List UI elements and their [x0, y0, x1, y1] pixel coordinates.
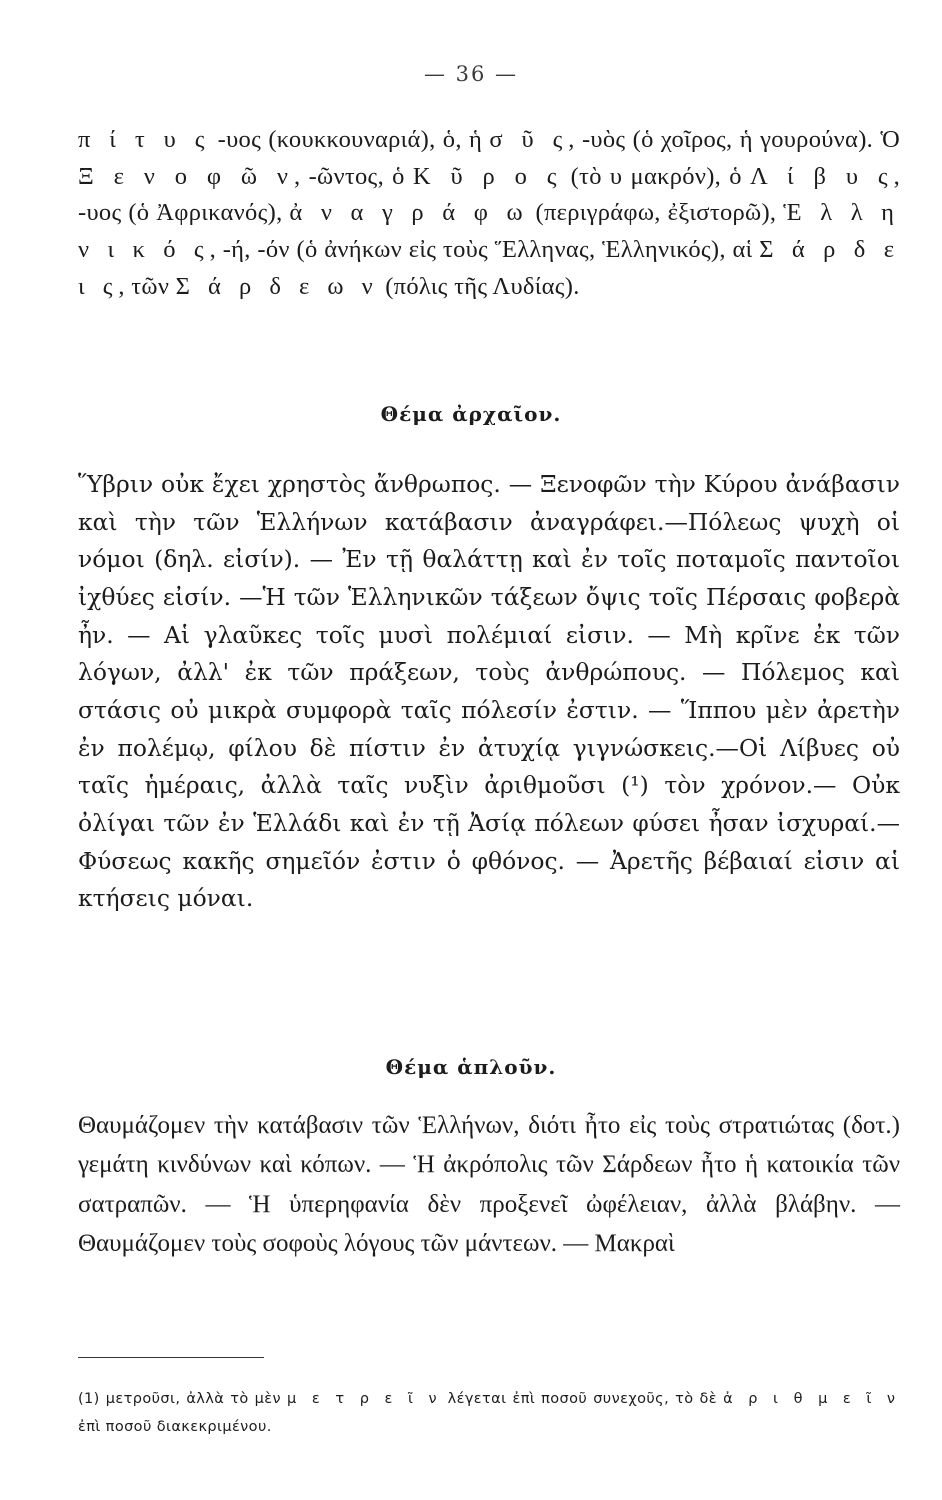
vocab-term-pitys: π ί τ υ ς — [78, 126, 211, 153]
vocab-text: -υος (κουκκουναριά), ὁ, ἡ — [210, 126, 490, 153]
footnote-spaced-word: ἀ ρ ι θ μ ε ῖ ν — [723, 1391, 900, 1407]
vocab-text: , -υὸς (ὁ χοῖρος, ἡ γουρούνα). Ὁ — [568, 126, 900, 153]
section-heading-ancient-theme: Θέμα ἀρχαῖον. — [380, 402, 562, 426]
footnote-text: μετροῦσι, ἀλλὰ τὸ μὲν — [99, 1391, 288, 1407]
vocab-text: , -υος (ὁ Ἀφρικανός), — [78, 162, 900, 227]
vocab-text: (τὸ υ μακρόν), ὁ — [562, 162, 751, 190]
vocab-term-sys: σ ῦ ς — [489, 126, 569, 153]
ancient-theme-paragraph: Ὕβριν οὐκ ἔχει χρηστὸς ἄνθρωπος. — Ξενοφῶν τὴν Κύρου ἀνάβασιν καὶ τὴν τῶν Ἑλλήνων κατάβασιν ἀναγράφει.—Πόλεως ψυχὴ οἱ νόμοι (δηλ. εἰσίν). — Ἐν τῇ θαλάττῃ καὶ ἐν τοῖς ποταμοῖς παντοῖοι ἰχθύες εἰσίν. —Ἡ τῶν Ἑλληνικῶν τάξεων ὄψις τοῖς Πέρσαις φοβερὰ ἦν. — Αἱ γλαῦκες τοῖς μυσὶ πολέμιαί εἰσιν. — Μὴ κρῖνε ἐκ τῶν λόγων, ἀλλ' ἐκ τῶν πράξεων, τοὺς ἀνθρώπους. — Πόλεμος καὶ στάσις οὐ μικρὰ συμφορὰ ταῖς πόλεσίν ἐστιν. — Ἵππου μὲν ἀρετὴν ἐν πολέμῳ, φίλου δὲ πίστιν ἐν ἀτυχίᾳ γιγνώσκεις.—Οἱ Λίβυες οὐ ταῖς ἡμέραις, ἀλλὰ ταῖς νυξὶν ἀριθμοῦσι (¹) τὸν χρόνον.— Οὐκ ὀλίγαι τῶν ἐν Ἑλλάδι καὶ ἐν τῇ Ἀσίᾳ πόλεων φύσει ἦσαν ἰσχυραί.— Φύσεως κακῆς σημεῖόν ἐστιν ὁ φθόνος. — Ἀρετῆς βέβαιαί εἰσιν αἱ κτήσεις μόναι. — [78, 470, 900, 913]
footnote-text: ἐπὶ ποσοῦ διακεκριμένου. — [78, 1419, 272, 1435]
vocab-text: , τῶν — [118, 272, 176, 300]
vocab-term-anagrapho: ἀ ν α γ ρ ά φ ω — [289, 199, 529, 227]
footnote — [78, 1385, 900, 1441]
footnote-text: λέγεται ἐπὶ ποσοῦ συνεχοῦς, τὸ δὲ — [441, 1391, 724, 1407]
page-number: — 36 — — [423, 62, 519, 86]
footnote-spaced-word: μ ε τ ρ ε ῖ ν — [287, 1391, 442, 1407]
vocab-term-sardeon: Σ ά ρ δ ε ω ν — [175, 272, 379, 300]
vocab-term-sardeis: Σ ά ρ δ ε ι ς — [78, 236, 901, 300]
vocabulary-paragraph — [78, 122, 900, 306]
vocab-text: , -ῶντος, ὁ — [294, 162, 413, 190]
simple-theme-paragraph: Θαυμάζομεν τὴν κατάβασιν τῶν Ἑλλήνων, διότι ἦτο εἰς τοὺς στρατιώτας (δοτ.) γεμάτη κινδύνων καὶ κόπων. — Ἡ ἀκρόπολις τῶν Σάρδεων ἦτο ἡ κατοικία τῶν σατραπῶν. — Ἡ ὑπερηφανία δὲν προξενεῖ ὠφέλειαν, ἀλλὰ βλάβην. — Θαυμάζομεν τοὺς σοφοὺς λόγους τῶν μάντεων. — Μακραὶ — [78, 1112, 900, 1257]
footnote-marker: (1) — [78, 1391, 100, 1407]
vocab-text: (πόλις τῆς Λυδίας). — [378, 272, 580, 300]
vocab-text: (περιγράφω, ἐξιστορῶ), — [528, 199, 784, 227]
vocab-term-hellenikos: Ἑ λ λ η ν ι κ ό ς — [78, 199, 900, 264]
vocab-text: , -ή, -όν (ὁ ἀνήκων εἰς τοὺς Ἕλληνας, Ἑλληνικός), αἱ — [209, 236, 760, 264]
section-heading-simple-theme: Θέμα ἁπλοῦν. — [385, 1055, 557, 1079]
vocab-term-kyros: Κ ῦ ρ ο ς — [412, 162, 563, 190]
footnote-divider — [78, 1357, 264, 1358]
vocab-term-libys: Λ ί β υ ς — [750, 162, 894, 190]
vocab-term-xenophon: Ξ ε ν ο φ ῶ ν — [78, 162, 294, 190]
